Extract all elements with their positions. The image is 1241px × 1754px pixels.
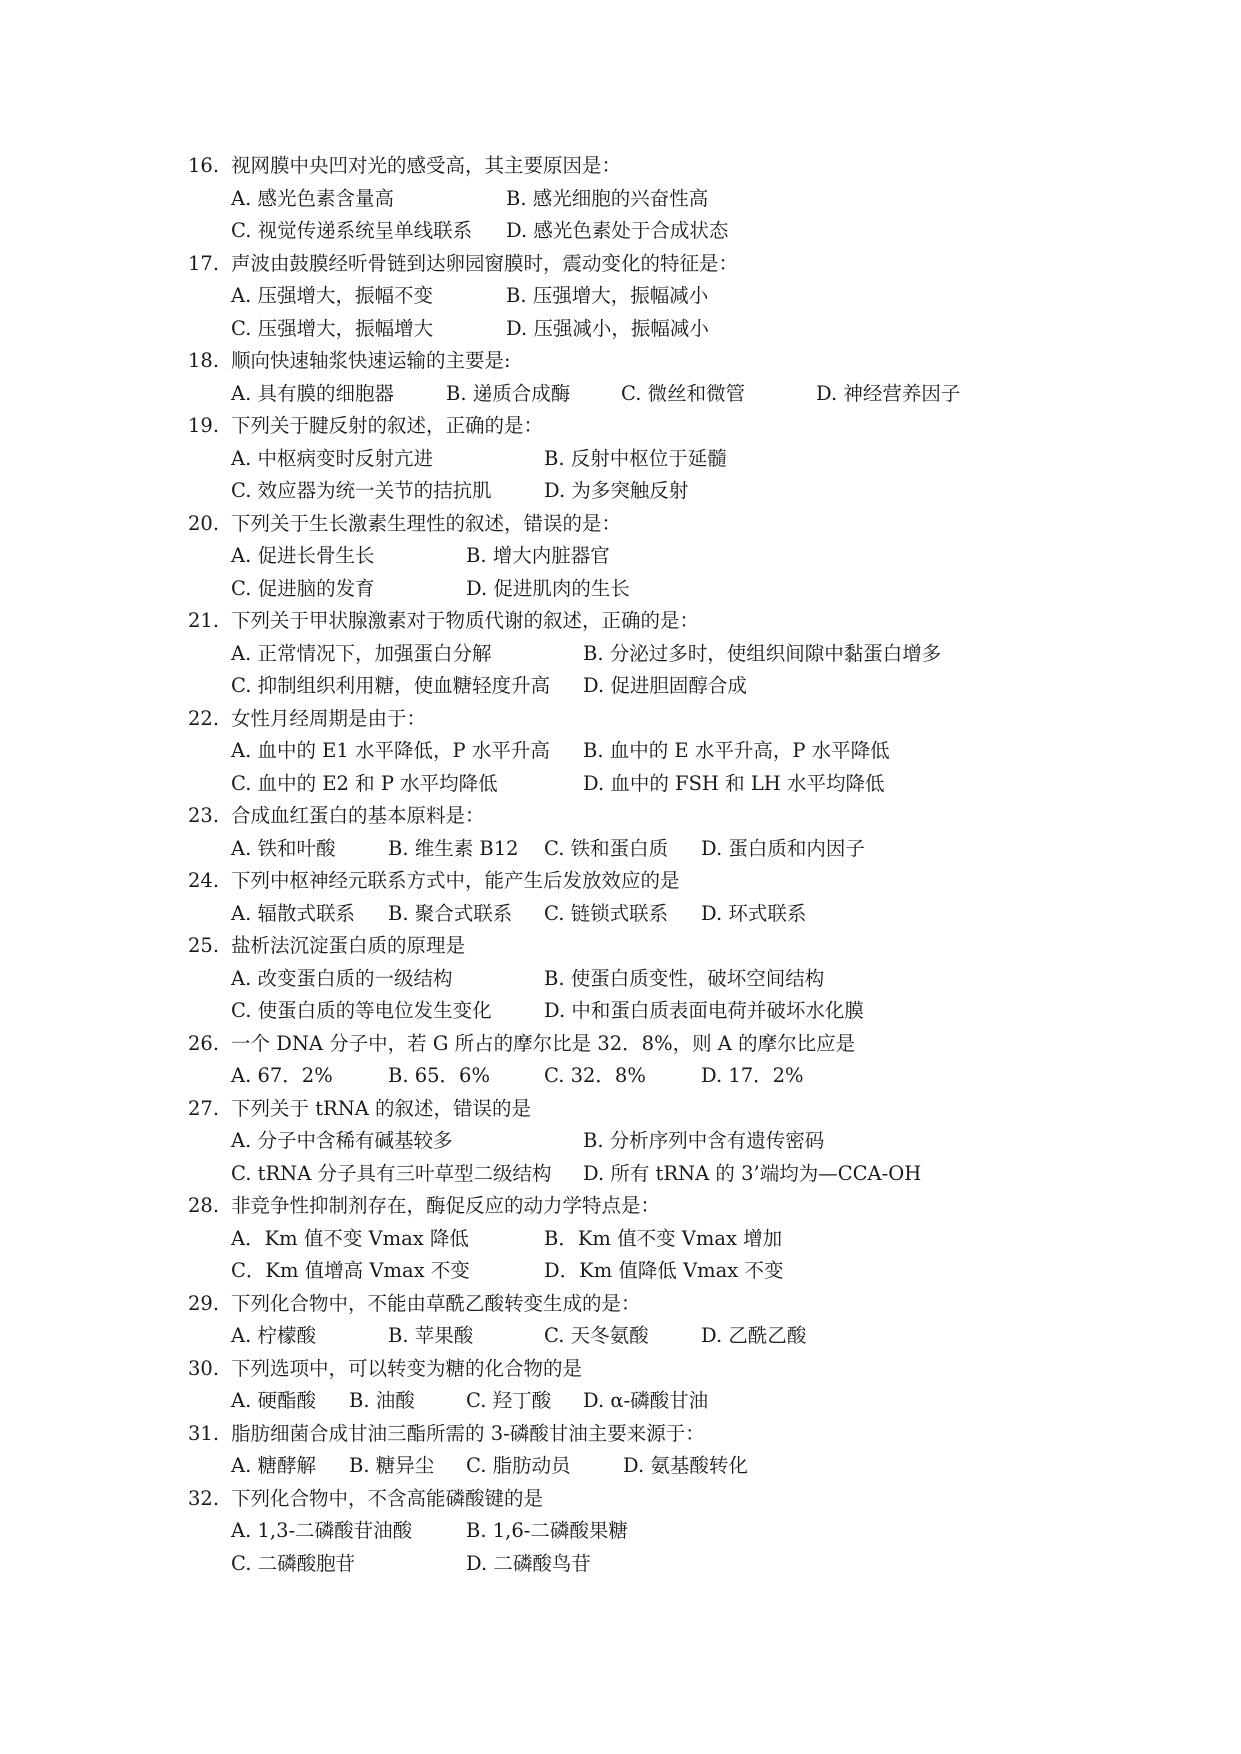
- answer-option[interactable]: C. tRNA 分子具有三叶草型二级结构: [231, 1161, 552, 1185]
- option-row: [188, 1450, 1088, 1483]
- answer-option[interactable]: B. 65．6%: [388, 1064, 490, 1087]
- answer-option[interactable]: D. 中和蛋白质表面电荷并破坏水化膜: [544, 999, 864, 1022]
- question-stem-line: [188, 1418, 1088, 1451]
- question-number: 25.: [188, 934, 220, 957]
- question-number: 30.: [188, 1356, 220, 1380]
- question-stem: 下列关于 tRNA 的叙述，错误的是: [231, 1096, 532, 1120]
- answer-option[interactable]: A. 糖酵解: [231, 1454, 316, 1477]
- answer-option[interactable]: D. 促进肌肉的生长: [466, 576, 630, 600]
- question-stem: 下列关于甲状腺激素对于物质代谢的叙述，正确的是：: [231, 609, 700, 632]
- answer-option[interactable]: C. 效应器为统一关节的拮抗肌: [231, 479, 492, 502]
- answer-option[interactable]: B. 糖异尘: [349, 1454, 435, 1477]
- question-item: [188, 248, 1088, 346]
- answer-option[interactable]: D．Km 值降低 Vmax 不变: [544, 1259, 784, 1282]
- answer-option[interactable]: D. 氨基酸转化: [623, 1454, 748, 1477]
- answer-option[interactable]: C. 羟丁酸: [466, 1389, 552, 1412]
- option-row: [188, 1223, 1088, 1256]
- answer-option[interactable]: C. 视觉传递系统呈单线联系: [231, 219, 473, 242]
- question-item: [188, 345, 1088, 410]
- answer-option[interactable]: B. 感光细胞的兴奋性高: [506, 186, 709, 210]
- answer-option[interactable]: A. 具有膜的细胞器: [231, 381, 394, 405]
- answer-option[interactable]: A. 中枢病变时反射亢进: [231, 446, 433, 470]
- answer-option[interactable]: D. 环式联系: [701, 901, 807, 925]
- answer-option[interactable]: A. 67．2%: [231, 1064, 333, 1087]
- question-item: [188, 508, 1088, 606]
- option-row: [188, 768, 1088, 801]
- option-row: [188, 443, 1088, 476]
- option-row: [188, 735, 1088, 768]
- option-row: [188, 540, 1088, 573]
- question-number: 22.: [188, 706, 220, 730]
- question-stem-line: [188, 1093, 1088, 1126]
- question-stem-line: [188, 930, 1088, 963]
- question-stem-line: [188, 1288, 1088, 1321]
- answer-option[interactable]: A. 促进长骨生长: [231, 544, 375, 567]
- answer-option[interactable]: D. 神经营养因子: [816, 381, 961, 405]
- question-stem: 声波由鼓膜经听骨链到达卵园窗膜时，震动变化的特征是：: [231, 251, 739, 275]
- answer-option[interactable]: D. 蛋白质和内因子: [701, 836, 865, 860]
- question-stem: 下列化合物中，不能由草酰乙酸转变生成的是：: [231, 1291, 641, 1315]
- question-stem: 一个 DNA 分子中，若 G 所占的摩尔比是 32．8%，则 A 的摩尔比应是: [231, 1031, 856, 1055]
- answer-option[interactable]: B. 血中的 E 水平升高，P 水平降低: [583, 739, 890, 762]
- option-row: [188, 995, 1088, 1028]
- question-number: 29.: [188, 1291, 220, 1315]
- question-stem: 下列关于生长激素生理性的叙述，错误的是：: [231, 511, 622, 535]
- question-stem-line: [188, 800, 1088, 833]
- option-row: [188, 638, 1088, 671]
- option-row: [188, 378, 1088, 411]
- answer-option[interactable]: B. 递质合成酶: [446, 381, 571, 405]
- answer-option[interactable]: A. 分子中含稀有碱基较多: [231, 1129, 453, 1152]
- answer-option[interactable]: B. 压强增大，振幅减小: [506, 284, 709, 307]
- question-item: [188, 1288, 1088, 1353]
- answer-option[interactable]: D. 17．2%: [701, 1064, 804, 1087]
- question-number: 24.: [188, 869, 220, 892]
- question-stem: 合成血红蛋白的基本原料是：: [231, 804, 485, 827]
- question-number: 27.: [188, 1096, 220, 1120]
- question-stem: 下列中枢神经元联系方式中，能产生后发放效应的是: [231, 869, 680, 892]
- option-row: [188, 1255, 1088, 1288]
- option-row: [188, 1320, 1088, 1353]
- question-stem-line: [188, 150, 1088, 183]
- answer-option[interactable]: A. 铁和叶酸: [231, 836, 336, 860]
- answer-option[interactable]: C. 链锁式联系: [544, 901, 669, 925]
- answer-option[interactable]: D. 血中的 FSH 和 LH 水平均降低: [583, 771, 885, 795]
- answer-option[interactable]: C. 使蛋白质的等电位发生变化: [231, 999, 492, 1022]
- answer-option[interactable]: B. 增大内脏器官: [466, 544, 610, 567]
- option-row: [188, 1385, 1088, 1418]
- answer-option[interactable]: C．Km 值增高 Vmax 不变: [231, 1259, 470, 1282]
- question-item: [188, 150, 1088, 248]
- question-item: [188, 1353, 1088, 1418]
- answer-option[interactable]: C. 铁和蛋白质: [544, 836, 669, 860]
- answer-option[interactable]: D. 所有 tRNA 的 3’端均为—CCA-OH: [583, 1161, 922, 1185]
- option-row: [188, 280, 1088, 313]
- question-stem-line: [188, 1028, 1088, 1061]
- option-row: [188, 1060, 1088, 1093]
- answer-option[interactable]: B. 油酸: [349, 1389, 415, 1412]
- question-stem: 下列化合物中，不含高能磷酸键的是: [231, 1486, 544, 1510]
- answer-option[interactable]: D. 压强减小，振幅减小: [506, 316, 709, 340]
- question-stem-line: [188, 345, 1088, 378]
- question-stem-line: [188, 1353, 1088, 1386]
- answer-option[interactable]: A. 正常情况下，加强蛋白分解: [231, 641, 492, 665]
- question-stem-line: [188, 508, 1088, 541]
- question-item: [188, 1028, 1088, 1093]
- question-stem: 女性月经周期是由于：: [231, 706, 427, 730]
- question-stem-line: [188, 605, 1088, 638]
- answer-option[interactable]: A. 辐散式联系: [231, 901, 355, 925]
- question-list: [188, 150, 1088, 1580]
- answer-option[interactable]: D. 乙酰乙酸: [701, 1324, 807, 1347]
- answer-option[interactable]: A. 压强增大，振幅不变: [231, 284, 433, 307]
- question-number: 18.: [188, 349, 220, 372]
- option-row: [188, 1125, 1088, 1158]
- question-item: [188, 605, 1088, 703]
- question-stem-line: [188, 248, 1088, 281]
- option-row: [188, 573, 1088, 606]
- question-stem: 下列关于腱反射的叙述，正确的是：: [231, 414, 544, 437]
- answer-option[interactable]: C. 抑制组织利用糖，使血糖轻度升高: [231, 674, 551, 697]
- option-row: [188, 1548, 1088, 1581]
- question-item: [188, 1093, 1088, 1191]
- answer-option[interactable]: C. 脂肪动员: [466, 1454, 571, 1477]
- option-row: [188, 215, 1088, 248]
- question-number: 28.: [188, 1194, 220, 1217]
- answer-option[interactable]: B. 苹果酸: [388, 1324, 474, 1347]
- option-row: [188, 833, 1088, 866]
- answer-option[interactable]: C. 天冬氨酸: [544, 1324, 649, 1347]
- option-row: [188, 963, 1088, 996]
- question-item: [188, 1418, 1088, 1483]
- answer-option[interactable]: A. 柠檬酸: [231, 1324, 316, 1347]
- answer-option[interactable]: A. 血中的 E1 水平降低，P 水平升高: [231, 739, 550, 762]
- question-stem-line: [188, 1483, 1088, 1516]
- answer-option[interactable]: B．Km 值不变 Vmax 增加: [544, 1226, 783, 1250]
- option-row: [188, 183, 1088, 216]
- answer-option[interactable]: A. 1,3-二磷酸苷油酸: [231, 1519, 413, 1542]
- question-item: [188, 800, 1088, 865]
- question-stem: 视网膜中央凹对光的感受高，其主要原因是：: [231, 154, 622, 177]
- question-item: [188, 1190, 1088, 1288]
- answer-option[interactable]: C. 32．8%: [544, 1064, 646, 1087]
- option-row: [188, 898, 1088, 931]
- answer-option[interactable]: C. 压强增大，振幅增大: [231, 316, 434, 340]
- answer-option[interactable]: C. 血中的 E2 和 P 水平均降低: [231, 771, 498, 795]
- option-row: [188, 670, 1088, 703]
- question-number: 32.: [188, 1486, 220, 1510]
- answer-option[interactable]: A. 硬酯酸: [231, 1389, 316, 1412]
- answer-option[interactable]: D. 感光色素处于合成状态: [506, 219, 729, 242]
- question-number: 20.: [188, 511, 220, 535]
- answer-option[interactable]: B. 使蛋白质变性，破坏空间结构: [544, 966, 825, 990]
- question-number: 17.: [188, 251, 220, 275]
- answer-option[interactable]: D. 二磷酸鸟苷: [466, 1551, 591, 1575]
- answer-option[interactable]: C. 微丝和微管: [621, 381, 746, 405]
- question-stem-line: [188, 1190, 1088, 1223]
- question-number: 31.: [188, 1421, 220, 1445]
- question-stem-line: [188, 410, 1088, 443]
- answer-option[interactable]: B. 1,6-二磷酸果糖: [466, 1519, 628, 1542]
- option-row: [188, 1158, 1088, 1191]
- answer-option[interactable]: B. 分泌过多时，使组织间隙中黏蛋白增多: [583, 641, 942, 665]
- question-item: [188, 703, 1088, 801]
- answer-option[interactable]: C. 促进脑的发育: [231, 576, 375, 600]
- question-stem: 下列选项中，可以转变为糖的化合物的是: [231, 1356, 583, 1380]
- answer-option[interactable]: D. α-磷酸甘油: [583, 1389, 709, 1412]
- question-item: [188, 410, 1088, 508]
- answer-option[interactable]: A. 感光色素含量高: [231, 186, 394, 210]
- option-row: [188, 1515, 1088, 1548]
- answer-option[interactable]: B. 维生素 B12: [388, 836, 519, 860]
- question-stem-line: [188, 865, 1088, 898]
- question-stem: 顺向快速轴浆快速运输的主要是:: [231, 349, 511, 372]
- question-number: 23.: [188, 804, 220, 827]
- question-stem-line: [188, 703, 1088, 736]
- question-number: 19.: [188, 414, 220, 437]
- question-item: [188, 865, 1088, 930]
- option-row: [188, 313, 1088, 346]
- question-stem: 非竞争性抑制剂存在，酶促反应的动力学特点是：: [231, 1194, 661, 1217]
- answer-option[interactable]: A．Km 值不变 Vmax 降低: [231, 1226, 469, 1250]
- answer-option[interactable]: B. 分析序列中含有遗传密码: [583, 1129, 825, 1152]
- answer-option[interactable]: C. 二磷酸胞苷: [231, 1551, 356, 1575]
- answer-option[interactable]: D. 为多突触反射: [544, 479, 689, 502]
- question-number: 26.: [188, 1031, 220, 1055]
- answer-option[interactable]: B. 聚合式联系: [388, 901, 513, 925]
- question-item: [188, 1483, 1088, 1581]
- answer-option[interactable]: B. 反射中枢位于延髓: [544, 446, 727, 470]
- question-stem: 盐析法沉淀蛋白质的原理是: [231, 934, 466, 957]
- option-row: [188, 475, 1088, 508]
- answer-option[interactable]: A. 改变蛋白质的一级结构: [231, 966, 453, 990]
- question-number: 21.: [188, 609, 220, 632]
- answer-option[interactable]: D. 促进胆固醇合成: [583, 674, 747, 697]
- question-number: 16.: [188, 154, 220, 177]
- question-stem: 脂肪细菌合成甘油三酯所需的 3-磷酸甘油主要来源于：: [231, 1421, 705, 1445]
- question-item: [188, 930, 1088, 1028]
